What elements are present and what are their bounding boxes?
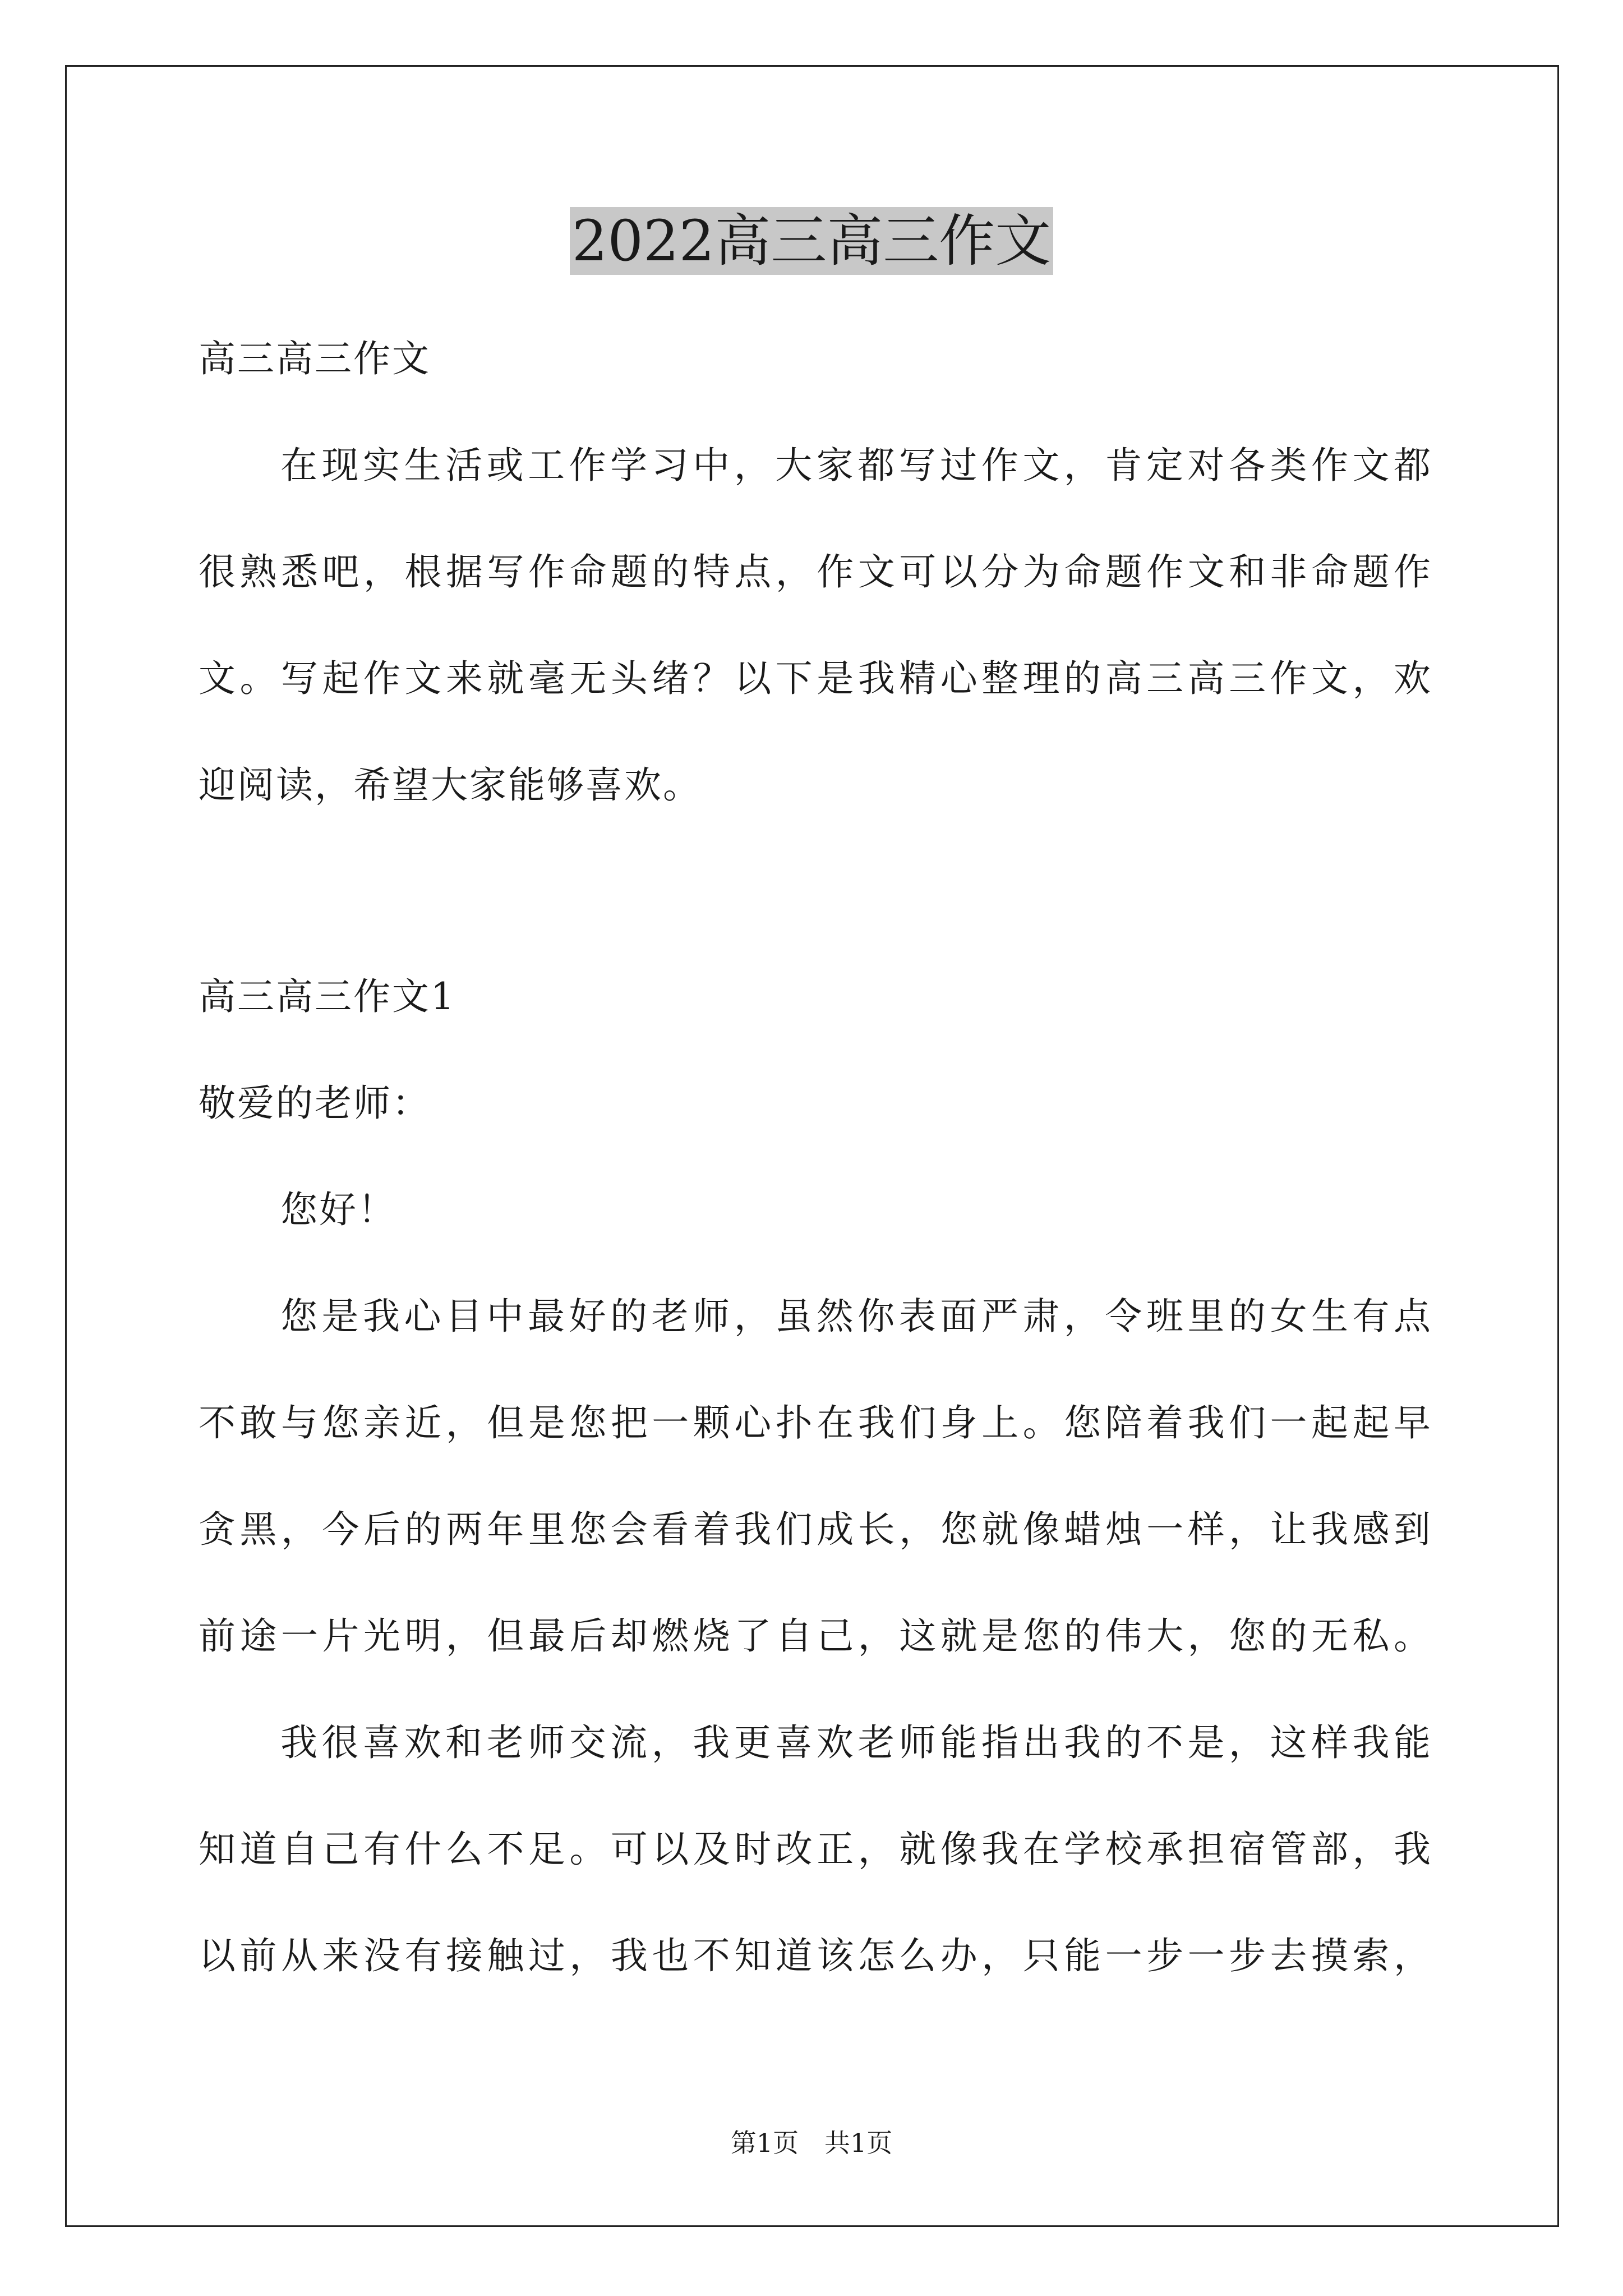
- document-title-text: 2022高三高三作文: [570, 207, 1054, 275]
- salutation: 敬爱的老师：: [199, 1082, 431, 1125]
- intro-line: 迎阅读，希望大家能够喜欢。: [199, 763, 702, 807]
- paragraph-line: 贪黑，今后的两年里您会看着我们成长，您就像蜡烛一样，让我感到: [199, 1508, 1432, 1551]
- document-title: [0, 202, 1623, 280]
- spacer: [199, 839, 1432, 944]
- intro-line: 在现实生活或工作学习中，大家都写过作文，肯定对各类作文都: [280, 444, 1432, 487]
- intro-line: 文。写起作文来就毫无头绪？以下是我精心整理的高三高三作文，欢: [199, 657, 1432, 700]
- paragraph-line: 我很喜欢和老师交流，我更喜欢老师能指出我的不是，这样我能: [280, 1721, 1432, 1764]
- paragraph-line: 以前从来没有接触过，我也不知道该怎么办，只能一步一步去摸索，: [199, 1934, 1432, 1977]
- subtitle: 高三高三作文: [199, 337, 431, 380]
- paragraph-line: 您是我心目中最好的老师，虽然你表面严肃，令班里的女生有点: [280, 1295, 1432, 1338]
- paragraph-line: 知道自己有什么不足。可以及时改正，就像我在学校承担宿管部，我: [199, 1828, 1432, 1871]
- greeting: 您好！: [280, 1188, 396, 1231]
- section-heading: 高三高三作文1: [199, 975, 456, 1018]
- page-footer: 第1页 共1页: [730, 2128, 893, 2158]
- paragraph-line: 不敢与您亲近，但是您把一颗心扑在我们身上。您陪着我们一起起早: [199, 1401, 1432, 1444]
- intro-line: 很熟悉吧，根据写作命题的特点，作文可以分为命题作文和非命题作: [199, 550, 1432, 593]
- paragraph-line: 前途一片光明，但最后却燃烧了自己，这就是您的伟大，您的无私。: [199, 1614, 1432, 1658]
- document-body: [199, 306, 1432, 2009]
